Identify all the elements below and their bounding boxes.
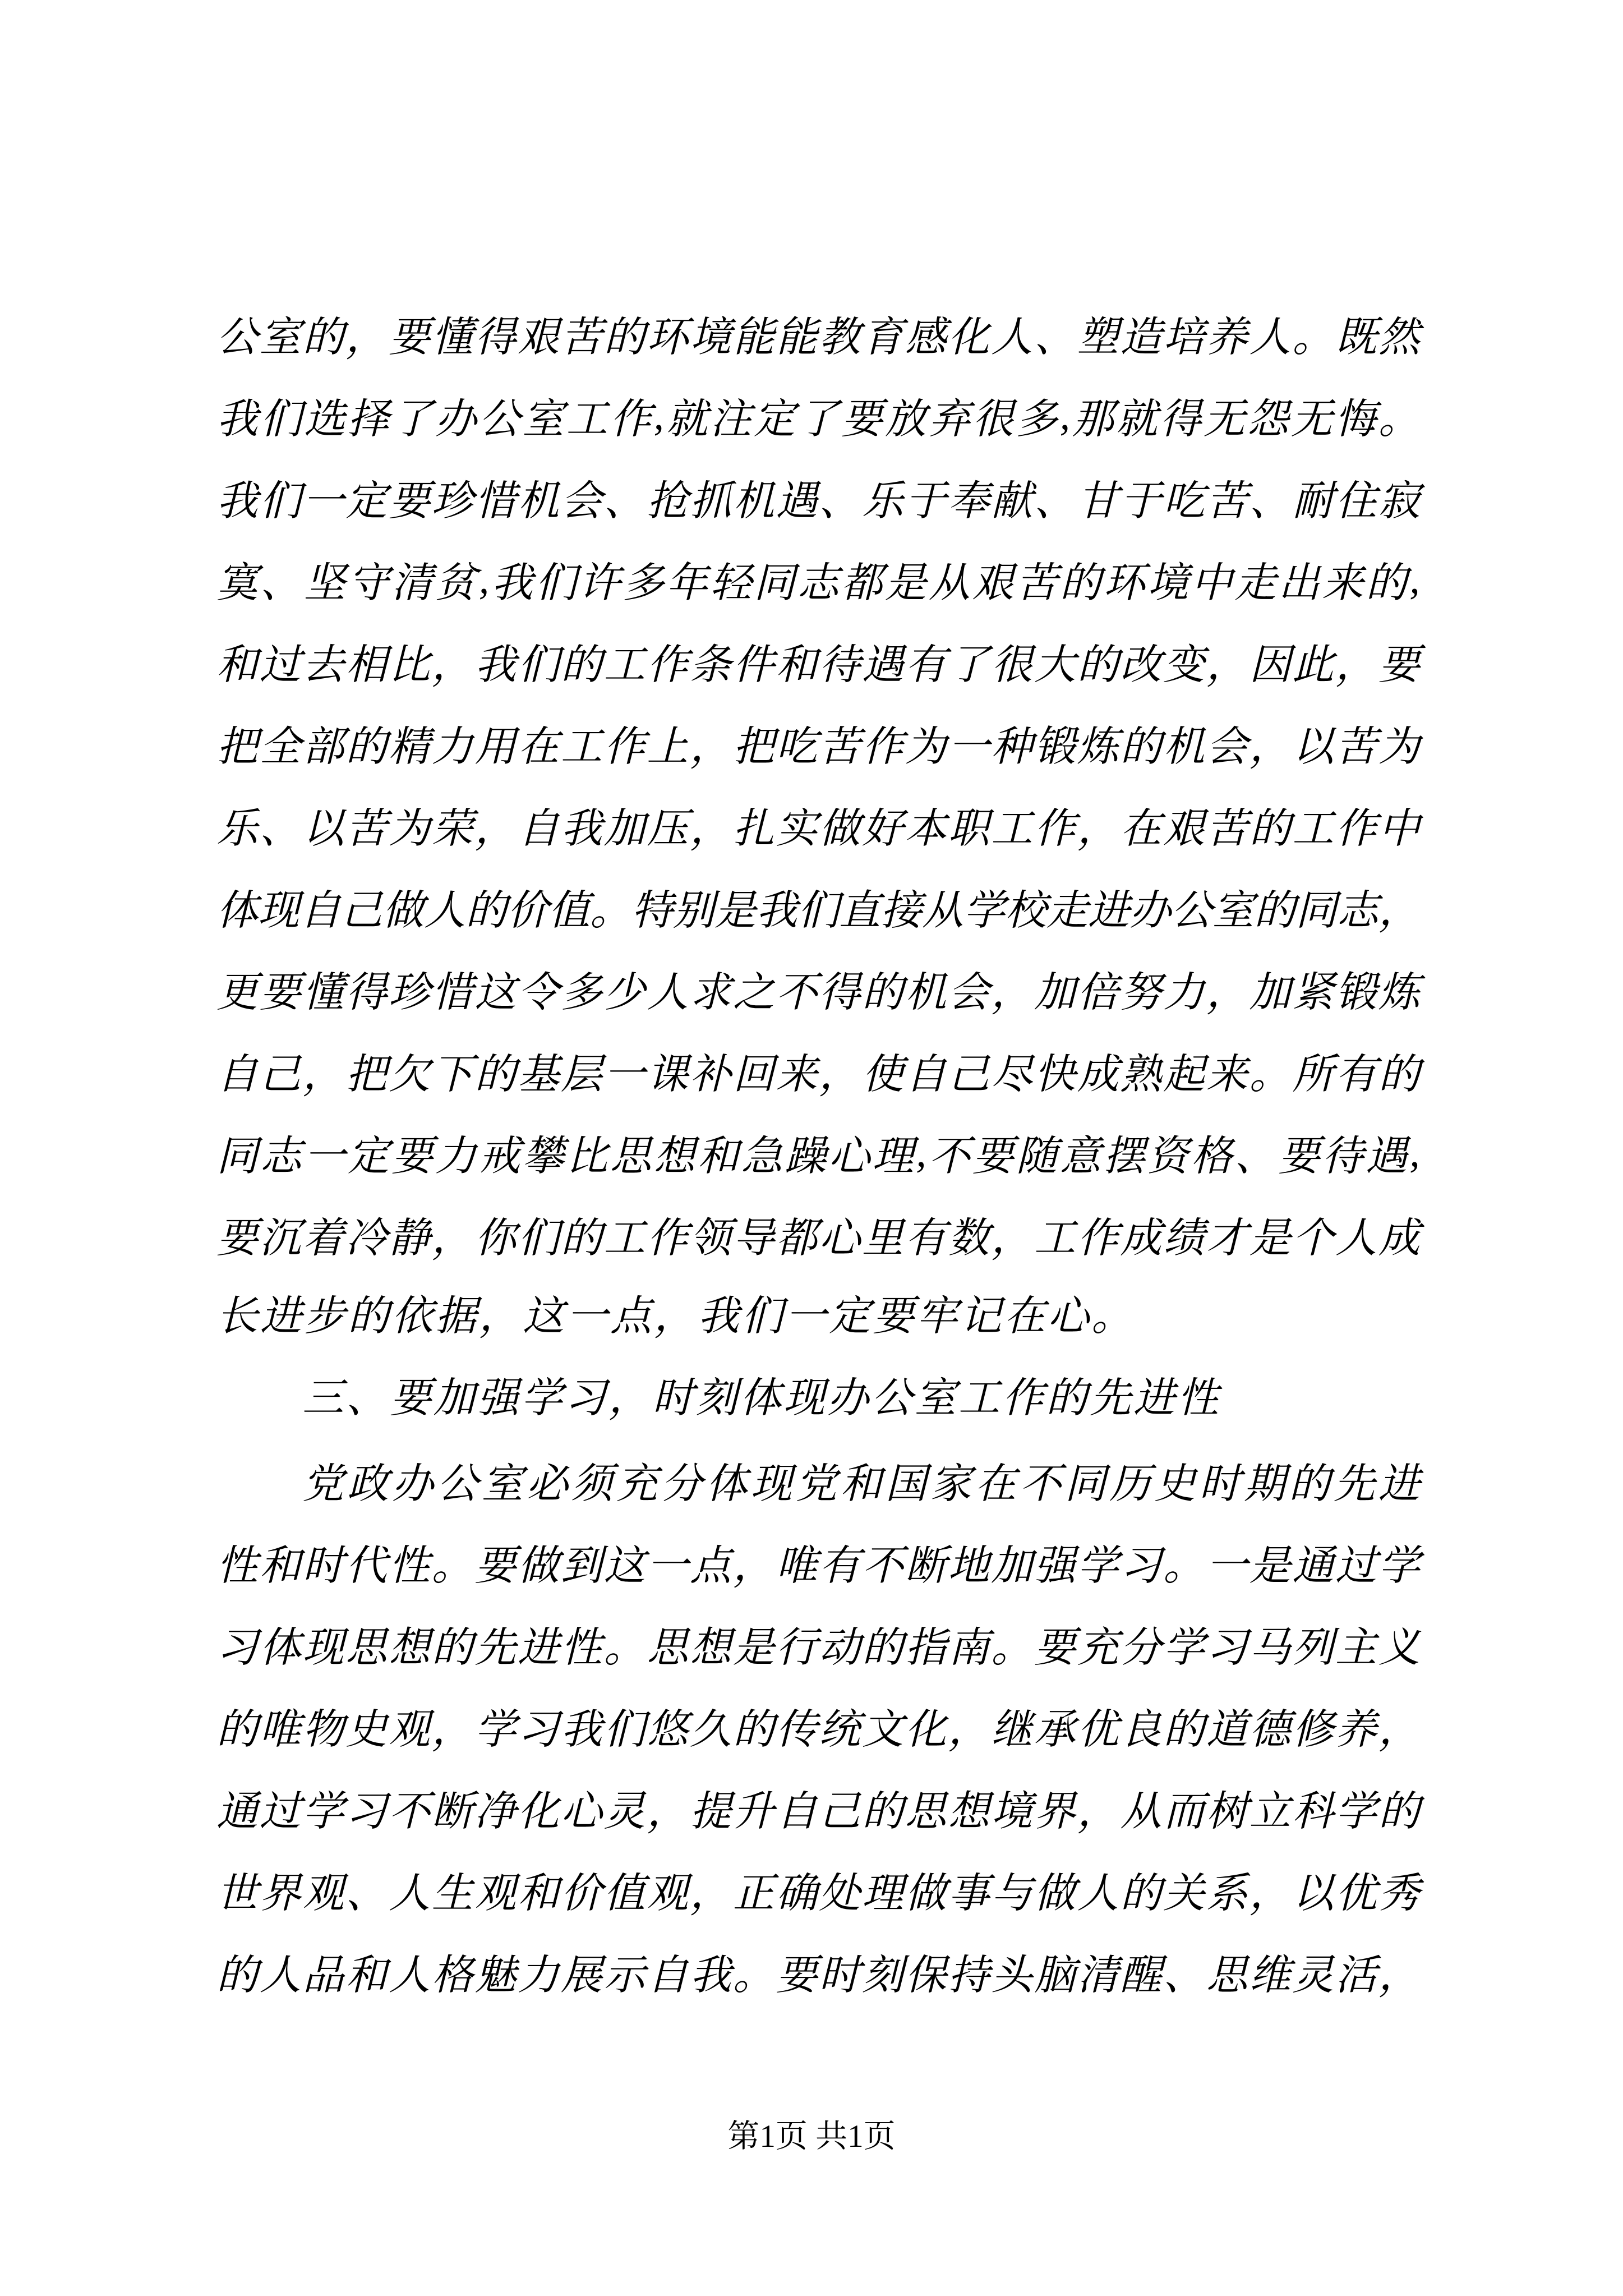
text-line-12: 要 沉 着 冷 静 ， 你 们 的 工 作 领 导 都 心 里 有 数 ， 工 作 成 绩 才 是 个 人 成 (216, 1216, 1420, 1262)
text-line-14: 三、要加强学习，时刻体现办公室工作的先进性 (302, 1375, 1221, 1421)
page-footer (0, 2119, 1623, 2154)
text-line-20: 世 界 观 、 人 生 观 和 价 值 观 ， 正 确 处 理 做 事 与 做 人 的 关 系 ， 以 优 秀 (216, 1871, 1420, 1917)
text-line-11: 同 志 一 定 要 力 戒 攀 比 思 想 和 急 躁 心 理 , 不 要 随 意 摆 资 格 、 要 待 遇 , (216, 1129, 1420, 1180)
text-line-7: 乐 、 以 苦 为 荣 ， 自 我 加 压 ， 扎 实 做 好 本 职 工 作 ， 在 艰 苦 的 工 作 中 (216, 806, 1420, 852)
text-line-3: 我 们 一 定 要 珍 惜 机 会 、 抢 抓 机 遇 、 乐 于 奉 献 、 甘 于 吃 苦 、 耐 住 寂 (216, 478, 1420, 524)
text-line-8: 体 现 自 己 做 人 的 价 值 。 特 别 是 我 们 直 接 从 学 校 走 进 办 公 室 的 同 志 ， (216, 888, 1420, 934)
text-line-16: 性 和 时 代 性 。 要 做 到 这 一 点 ， 唯 有 不 断 地 加 强 学 习 。 一 是 通 过 学 (216, 1543, 1420, 1589)
text-line-18: 的 唯 物 史 观 ， 学 习 我 们 悠 久 的 传 统 文 化 ， 继 承 优 良 的 道 德 修 养 ， (216, 1707, 1420, 1753)
text-line-4: 寞 、 坚 守 清 贫 , 我 们 许 多 年 轻 同 志 都 是 从 艰 苦 的 环 境 中 走 出 来 的 , (216, 556, 1420, 606)
text-line-9: 更 要 懂 得 珍 惜 这 令 多 少 人 求 之 不 得 的 机 会 ， 加 倍 努 力 ， 加 紧 锻 炼 (216, 970, 1420, 1016)
text-line-15: 党 政 办 公 室 必 须 充 分 体 现 党 和 国 家 在 不 同 历 史 时 期 的 先 进 (302, 1461, 1420, 1507)
text-line-6: 把 全 部 的 精 力 用 在 工 作 上 ， 把 吃 苦 作 为 一 种 锻 炼 的 机 会 ， 以 苦 为 (216, 724, 1420, 770)
text-line-1: 公 室 的 ， 要 懂 得 艰 苦 的 环 境 能 能 教 育 感 化 人 、 塑 造 培 养 人 。 既 然 (216, 315, 1420, 361)
text-line-21: 的 人 品 和 人 格 魅 力 展 示 自 我 。 要 时 刻 保 持 头 脑 清 醒 、 思 维 灵 活 ， (216, 1953, 1420, 1999)
page-number: 第1页 共1页 (727, 2119, 896, 2154)
text-line-10: 自 己 ， 把 欠 下 的 基 层 一 课 补 回 来 ， 使 自 己 尽 快 成 熟 起 来 。 所 有 的 (216, 1052, 1420, 1098)
text-line-17: 习 体 现 思 想 的 先 进 性 。 思 想 是 行 动 的 指 南 。 要 充 分 学 习 马 列 主 义 (216, 1625, 1420, 1671)
text-line-2: 我 们 选 择 了 办 公 室 工 作 , 就 注 定 了 要 放 弃 很 多 , 那 就 得 无 怨 无 悔 。 (216, 392, 1420, 443)
text-line-13: 长进步的依据，这一点，我们一定要牢记在心。 (216, 1294, 1135, 1340)
document-text (216, 293, 1420, 2013)
text-line-19: 通 过 学 习 不 断 净 化 心 灵 ， 提 升 自 己 的 思 想 境 界 ， 从 而 树 立 科 学 的 (216, 1789, 1420, 1835)
text-line-5: 和 过 去 相 比 ， 我 们 的 工 作 条 件 和 待 遇 有 了 很 大 的 改 变 ， 因 此 ， 要 (216, 642, 1420, 688)
